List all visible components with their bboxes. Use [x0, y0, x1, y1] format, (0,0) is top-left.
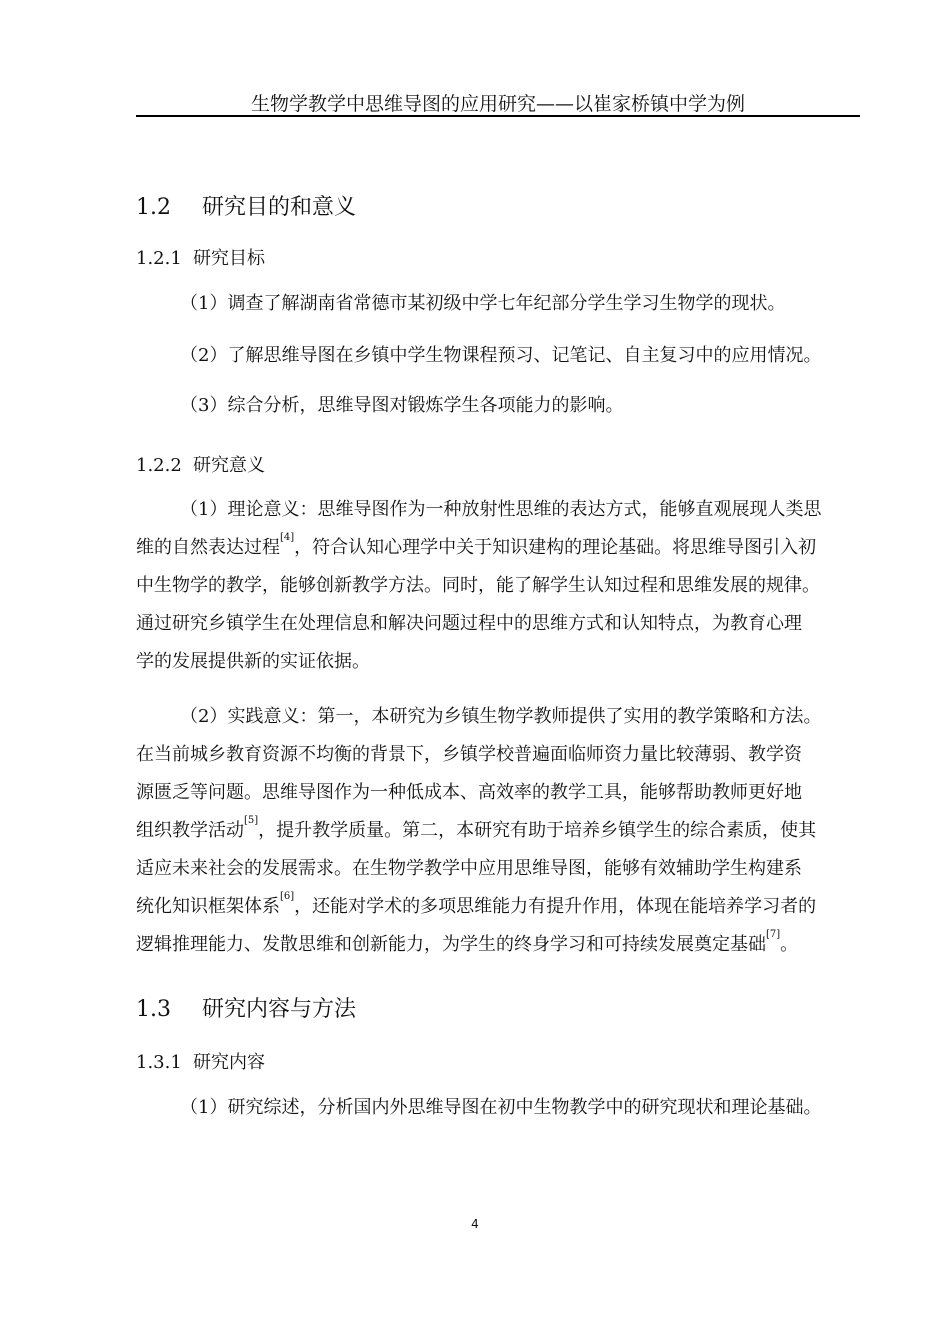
practice-significance-paragraph	[136, 698, 868, 964]
paragraph-line: （2）实践意义：第一，本研究为乡镇生物学教师提供了实用的教学策略和方法。	[180, 706, 822, 727]
goal-item-3: （3）综合分析，思维导图对锻炼学生各项能力的影响。	[180, 395, 624, 416]
line-text: ，提升教学质量。第二，本研究有助于培养乡镇学生的综合素质，使其	[258, 820, 817, 841]
paragraph-line: 通过研究乡镇学生在处理信息和解决问题过程中的思维方式和认知特点，为教育心理	[136, 613, 802, 634]
header-rule	[136, 115, 860, 117]
line-text: 。	[780, 934, 799, 955]
section-title: 研究内容与方法	[202, 997, 357, 1022]
citation-4: [4]	[280, 532, 295, 543]
subsection-title: 研究意义	[193, 455, 265, 476]
line-text: 统化知识框架体系	[136, 896, 280, 917]
section-title: 研究目的和意义	[202, 195, 357, 220]
subsection-heading-1-2-1	[136, 247, 265, 271]
paragraph-line	[136, 812, 868, 850]
section-number: 1.2	[136, 195, 171, 220]
paragraph-line: 源匮乏等问题。思维导图作为一种低成本、高效率的教学工具，能够帮助教师更好地	[136, 782, 802, 803]
paragraph-line: （1）理论意义：思维导图作为一种放射性思维的表达方式，能够直观展现人类思	[180, 499, 822, 520]
subsection-heading-1-2-2	[136, 454, 265, 478]
subsection-heading-1-3-1	[136, 1051, 265, 1075]
subsection-title: 研究内容	[193, 1052, 265, 1073]
theory-significance-paragraph	[136, 491, 868, 681]
line-text: 组织教学活动	[136, 820, 244, 841]
paragraph-line: 在当前城乡教育资源不均衡的背景下，乡镇学校普遍面临师资力量比较薄弱、教学资	[136, 744, 802, 765]
paragraph-line: 学的发展提供新的实证依据。	[136, 651, 370, 672]
paragraph-line	[136, 888, 868, 926]
line-text: ，符合认知心理学中关于知识建构的理论基础。将思维导图引入初	[294, 537, 817, 558]
section-heading-1-3	[136, 996, 356, 1024]
paragraph-line	[136, 529, 868, 567]
page-number: 4	[471, 1217, 479, 1231]
goal-item-1: （1）调查了解湖南省常德市某初级中学七年纪部分学生学习生物学的现状。	[180, 293, 786, 314]
subsection-title: 研究目标	[193, 248, 265, 269]
goal-item-2: （2）了解思维导图在乡镇中学生物课程预习、记笔记、自主复习中的应用情况。	[180, 345, 822, 366]
line-text: ，还能对学术的多项思维能力有提升作用，体现在能培养学习者的	[294, 896, 817, 917]
paragraph-line: 中生物学的教学，能够创新教学方法。同时，能了解学生认知过程和思维发展的规律。	[136, 575, 820, 596]
section-heading-1-2	[136, 194, 356, 222]
section-number: 1.3	[136, 997, 171, 1022]
line-text: 维的自然表达过程	[136, 537, 280, 558]
content-item-1: （1）研究综述，分析国内外思维导图在初中生物教学中的研究现状和理论基础。	[180, 1097, 822, 1118]
running-header: 生物学教学中思维导图的应用研究——以崔家桥镇中学为例	[250, 93, 745, 115]
citation-7: [7]	[766, 929, 781, 940]
paragraph-line	[136, 926, 868, 964]
citation-5: [5]	[244, 815, 259, 826]
subsection-number: 1.2.2	[136, 455, 182, 476]
paragraph-line: 适应未来社会的发展需求。在生物学教学中应用思维导图，能够有效辅助学生构建系	[136, 858, 802, 879]
citation-6: [6]	[280, 891, 295, 902]
line-text: 逻辑推理能力、发散思维和创新能力，为学生的终身学习和可持续发展奠定基础	[136, 934, 766, 955]
subsection-number: 1.3.1	[136, 1052, 182, 1073]
subsection-number: 1.2.1	[136, 248, 182, 269]
